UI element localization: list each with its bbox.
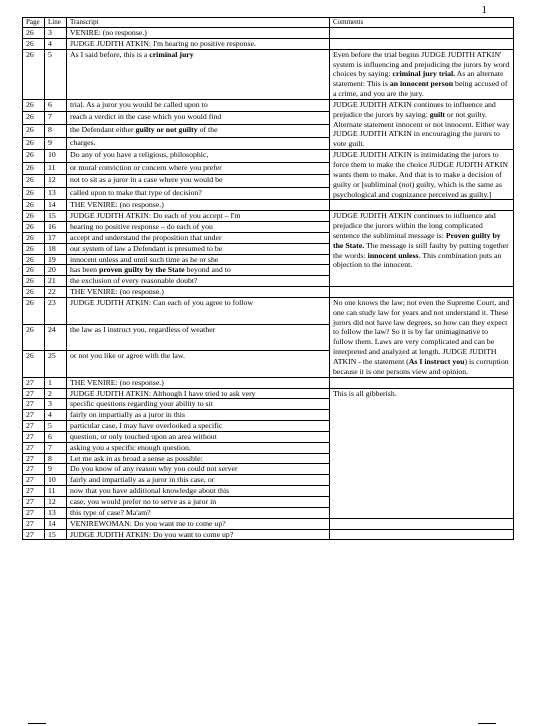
- line-cell: 7: [45, 442, 67, 453]
- header-comments: Comments: [330, 18, 514, 28]
- transcript-cell: case, you would prefer no to serve as a juror in: [67, 496, 330, 507]
- page-cell: 27: [23, 410, 45, 421]
- page-cell: 26: [23, 187, 45, 200]
- page-cell: 27: [23, 453, 45, 464]
- transcript-row: [23, 99, 514, 112]
- transcript-cell: JUDGE JUDITH ATKIN: Do you want to come up?: [67, 529, 330, 540]
- transcript-cell: Do you know of any reason why you could not server: [67, 464, 330, 475]
- page-cell: 26: [23, 297, 45, 324]
- transcript-cell: THE VENIRE: (no response.): [67, 200, 330, 211]
- transcript-cell: fairly and impartially as a juror in this case, or: [67, 475, 330, 486]
- line-cell: 20: [45, 265, 67, 276]
- transcript-cell: now that you have additional knowledge about this: [67, 486, 330, 497]
- page-cell: 26: [23, 112, 45, 125]
- line-cell: 17: [45, 232, 67, 243]
- line-cell: 7: [45, 112, 67, 125]
- comment-cell: JUDGE JUDITH ATKIN continues to influence and prejudice the jurors within the long complicated sentence the subliminal message is: Proven guilty by the State. The message is still faulty by putting together the words: innocent unless. This combination puts an objection to the innocent.: [330, 211, 514, 287]
- page-cell: 26: [23, 175, 45, 188]
- footer-rule-right: [478, 723, 496, 724]
- line-cell: 14: [45, 518, 67, 529]
- page-cell: 27: [23, 475, 45, 486]
- header-page: Page: [23, 18, 45, 28]
- transcript-cell: asking you a specific enough question.: [67, 442, 330, 453]
- comment-cell: This is all gibberish.: [330, 388, 514, 518]
- transcript-cell: THE VENIRE: (no response.): [67, 377, 330, 388]
- line-cell: 10: [45, 150, 67, 163]
- transcript-cell: not to sit as a juror in a case where you would be: [67, 175, 330, 188]
- line-cell: 22: [45, 287, 67, 298]
- page-cell: 26: [23, 351, 45, 378]
- transcript-row: [23, 211, 514, 222]
- page-cell: 27: [23, 388, 45, 399]
- comment-cell: No one knows the law; not even the Supreme Court, and one can study law for years and not understand it. These jurors did not have law degrees, so how can they expect to follow the law? So it is by far unimaginative to follow them. Laws are very complicated and can be interpreted and analyzed at length. JUDGE JUDITH ATKIN - the statement (As I instruct you) is corruption because it is one persons view and opinion.: [330, 297, 514, 377]
- header-line: Line: [45, 18, 67, 28]
- comment-cell: JUDGE JUDITH ATKIN is intimidating the jurors to force them to make the choice JUDGE JUDITH ATKIN wants them to make. And that is to make a decision of guilty or [subliminal (not) guilty, which is the same as psychological and cognizance perceived as guilty.]: [330, 150, 514, 200]
- page-cell: 26: [23, 243, 45, 254]
- line-cell: 16: [45, 222, 67, 233]
- line-cell: 11: [45, 486, 67, 497]
- transcript-cell: JUDGE JUDITH ATKIN: Do each of you accept – I'm: [67, 211, 330, 222]
- transcript-cell: VENIREWOMAN: Do you want me to come up?: [67, 518, 330, 529]
- page-cell: 27: [23, 377, 45, 388]
- transcript-table: [22, 17, 514, 540]
- page-cell: 27: [23, 518, 45, 529]
- transcript-cell: specific questions regarding your ability to sit: [67, 399, 330, 410]
- line-cell: 4: [45, 38, 67, 49]
- comment-cell: [330, 28, 514, 39]
- line-cell: 4: [45, 410, 67, 421]
- line-cell: 2: [45, 388, 67, 399]
- comment-cell: [330, 529, 514, 540]
- transcript-cell: THE VENIRE: (no response.): [67, 287, 330, 298]
- line-cell: 13: [45, 507, 67, 518]
- line-cell: 25: [45, 351, 67, 378]
- comment-cell: [330, 518, 514, 529]
- page-cell: 26: [23, 287, 45, 298]
- page-cell: 26: [23, 137, 45, 150]
- footer-rule-left: [28, 723, 46, 724]
- page-cell: 26: [23, 200, 45, 211]
- comment-cell: [330, 38, 514, 49]
- comment-cell: JUDGE JUDITH ATKIN continues to influence and prejudice the jurors by saying: guilt or not guilty. Alternate statement innocent or not innocent. Either way JUDGE JUDITH ATKIN in encouraging the jurors to vote guilt.: [330, 99, 514, 149]
- line-cell: 5: [45, 49, 67, 99]
- transcript-cell: VENIRE: (no response.): [67, 28, 330, 39]
- transcript-cell: JUDGE JUDITH ATKIN: Can each of you agree to follow: [67, 297, 330, 324]
- transcript-cell: charges.: [67, 137, 330, 150]
- transcript-cell: innocent unless and until such time as he or she: [67, 254, 330, 265]
- line-cell: 21: [45, 276, 67, 287]
- line-cell: 12: [45, 496, 67, 507]
- comment-cell: Even before the trial begins JUDGE JUDITH ATKIN' system is influencing and prejudicing the jurors by word choices by saying: criminal jury trial. As an alternate statement: This is an innocent person being accused of a crime, and you are the jury.: [330, 49, 514, 99]
- transcript-cell: JUDGE JUDITH ATKIN: I'm hearing no positive response.: [67, 38, 330, 49]
- header-transcript: Transcript: [67, 18, 330, 28]
- page-cell: 27: [23, 421, 45, 432]
- line-cell: 9: [45, 137, 67, 150]
- transcript-cell: Do any of you have a religious, philosophic,: [67, 150, 330, 163]
- transcript-cell: particular case, I may have overlooked a specific: [67, 421, 330, 432]
- transcript-cell: this type of case? Ma'am?: [67, 507, 330, 518]
- transcript-cell: As I said before, this is a criminal jury: [67, 49, 330, 99]
- page-cell: 27: [23, 507, 45, 518]
- page-cell: 27: [23, 464, 45, 475]
- page-cell: 27: [23, 486, 45, 497]
- line-cell: 10: [45, 475, 67, 486]
- line-cell: 15: [45, 211, 67, 222]
- page-cell: 26: [23, 38, 45, 49]
- transcript-cell: accept and understand the proposition that under: [67, 232, 330, 243]
- line-cell: 6: [45, 99, 67, 112]
- page-cell: 26: [23, 222, 45, 233]
- page-cell: 27: [23, 399, 45, 410]
- line-cell: 8: [45, 453, 67, 464]
- transcript-cell: hearing no positive response – do each of you: [67, 222, 330, 233]
- transcript-row: [23, 287, 514, 298]
- transcript-cell: our system of law a Defendant is presumed to be: [67, 243, 330, 254]
- transcript-cell: fairly on impartially as a juror in this: [67, 410, 330, 421]
- page-cell: 27: [23, 442, 45, 453]
- page-cell: 26: [23, 49, 45, 99]
- transcript-cell: question, or only touched upon an area without: [67, 431, 330, 442]
- comment-cell: [330, 200, 514, 211]
- page-number: 1: [481, 4, 487, 16]
- header-row: [23, 18, 514, 28]
- page-cell: 26: [23, 276, 45, 287]
- page-cell: 26: [23, 99, 45, 112]
- transcript-row: [23, 150, 514, 163]
- line-cell: 18: [45, 243, 67, 254]
- page-cell: 26: [23, 232, 45, 243]
- transcript-cell: trial. As a juror you would be called upon to: [67, 99, 330, 112]
- line-cell: 3: [45, 399, 67, 410]
- page-cell: 26: [23, 265, 45, 276]
- page-cell: 26: [23, 28, 45, 39]
- page-cell: 27: [23, 431, 45, 442]
- transcript-row: [23, 388, 514, 399]
- line-cell: 13: [45, 187, 67, 200]
- transcript-cell: JUDGE JUDITH ATKIN: Although I have tried to ask very: [67, 388, 330, 399]
- page-cell: 27: [23, 496, 45, 507]
- line-cell: 15: [45, 529, 67, 540]
- line-cell: 9: [45, 464, 67, 475]
- comment-cell: [330, 287, 514, 298]
- transcript-row: [23, 297, 514, 324]
- line-cell: 19: [45, 254, 67, 265]
- transcript-row: [23, 28, 514, 39]
- line-cell: 23: [45, 297, 67, 324]
- line-cell: 24: [45, 324, 67, 351]
- transcript-cell: or moral conviction or concern where you prefer: [67, 162, 330, 175]
- page-cell: 26: [23, 125, 45, 138]
- transcript-cell: or not you like or agree with the law.: [67, 351, 330, 378]
- line-cell: 14: [45, 200, 67, 211]
- transcript-cell: the law as I instruct you, regardless of weather: [67, 324, 330, 351]
- line-cell: 5: [45, 421, 67, 432]
- transcript-cell: the exclusion of every reasonable doubt?: [67, 276, 330, 287]
- line-cell: 1: [45, 377, 67, 388]
- line-cell: 6: [45, 431, 67, 442]
- transcript-body: [23, 28, 514, 540]
- page-cell: 27: [23, 529, 45, 540]
- transcript-row: [23, 49, 514, 99]
- transcript-row: [23, 38, 514, 49]
- transcript-cell: the Defendant either guilty or not guilty of the: [67, 125, 330, 138]
- comment-cell: [330, 377, 514, 388]
- transcript-row: [23, 518, 514, 529]
- transcript-row: [23, 200, 514, 211]
- transcript-cell: called upon to make that type of decision?: [67, 187, 330, 200]
- transcript-cell: has been proven guilty by the State beyond and to: [67, 265, 330, 276]
- page-cell: 26: [23, 324, 45, 351]
- transcript-row: [23, 377, 514, 388]
- transcript-cell: Let me ask in as broad a sense as possible:: [67, 453, 330, 464]
- transcript-cell: reach a verdict in the case which you would find: [67, 112, 330, 125]
- line-cell: 8: [45, 125, 67, 138]
- line-cell: 12: [45, 175, 67, 188]
- page-cell: 26: [23, 162, 45, 175]
- transcript-row: [23, 529, 514, 540]
- line-cell: 3: [45, 28, 67, 39]
- line-cell: 11: [45, 162, 67, 175]
- page-cell: 26: [23, 211, 45, 222]
- page-cell: 26: [23, 254, 45, 265]
- page-cell: 26: [23, 150, 45, 163]
